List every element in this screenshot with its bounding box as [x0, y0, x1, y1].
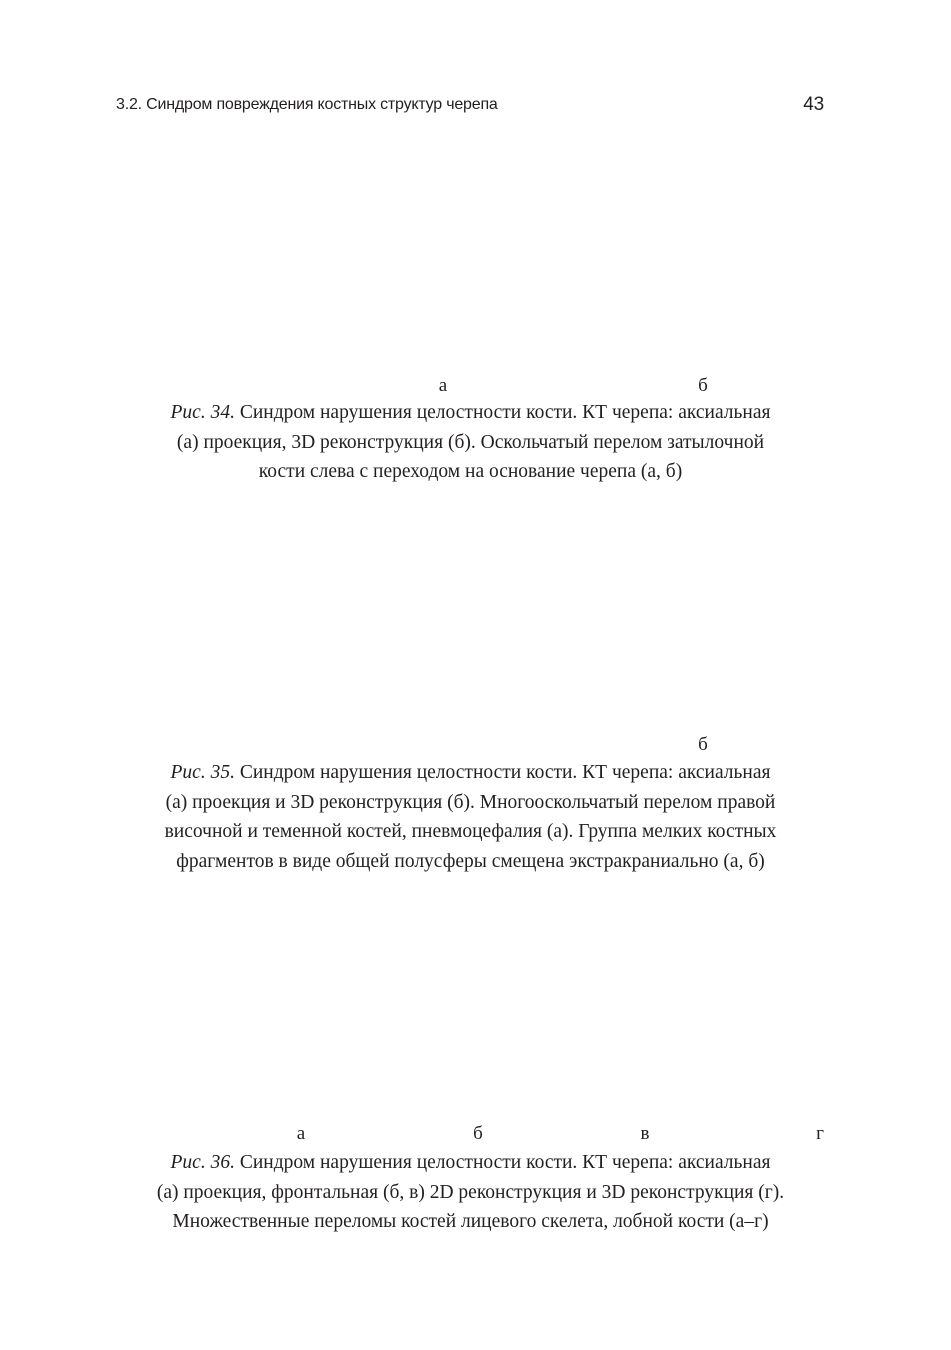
figure-36-label-a: а	[296, 1123, 306, 1144]
figure-ref: Рис. 36.	[170, 1152, 235, 1173]
figure-36-caption	[100, 1148, 841, 1237]
caption-line: (а) проекция, фронтальная (б, в) 2D реконструкция и 3D реконструкция (г).	[156, 1181, 785, 1203]
page-number: 43	[803, 94, 824, 115]
figure-36-label-v: в	[640, 1123, 650, 1144]
figure-ref: Рис. 34.	[170, 402, 235, 423]
figure-ref: Рис. 35.	[170, 762, 235, 783]
figure-34-caption	[100, 398, 841, 487]
caption-line: (а) проекция, 3D реконструкция (б). Оскольчатый перелом затылочной	[176, 431, 765, 453]
figure-36-label-b: б	[473, 1123, 483, 1144]
figure-34-label-a: а	[438, 375, 448, 396]
figure-36-label-g: г	[816, 1123, 824, 1144]
section-title: 3.2. Синдром повреждения костных структур черепа	[116, 96, 498, 113]
figure-35-caption	[100, 758, 841, 876]
caption-line: Множественные переломы костей лицевого скелета, лобной кости (а–г)	[172, 1211, 769, 1233]
figure-34-label-b: б	[698, 375, 708, 396]
caption-line: височной и теменной костей, пневмоцефалия (а). Группа мелких костных	[164, 821, 777, 843]
caption-line: (а) проекция и 3D реконструкция (б). Многооскольчатый перелом правой	[165, 791, 776, 813]
caption-line: Рис. 35. Синдром нарушения целостности кости. КТ черепа: аксиальная	[170, 762, 771, 783]
figure-35-label-b: б	[698, 734, 708, 755]
running-header	[116, 96, 824, 118]
caption-line: Рис. 34. Синдром нарушения целостности кости. КТ черепа: аксиальная	[170, 402, 771, 423]
caption-line: Рис. 36. Синдром нарушения целостности кости. КТ черепа: аксиальная	[170, 1152, 771, 1173]
caption-line: кости слева с переходом на основание черепа (а, б)	[258, 461, 683, 483]
caption-line: фрагментов в виде общей полусферы смещена экстракраниально (а, б)	[176, 850, 765, 872]
